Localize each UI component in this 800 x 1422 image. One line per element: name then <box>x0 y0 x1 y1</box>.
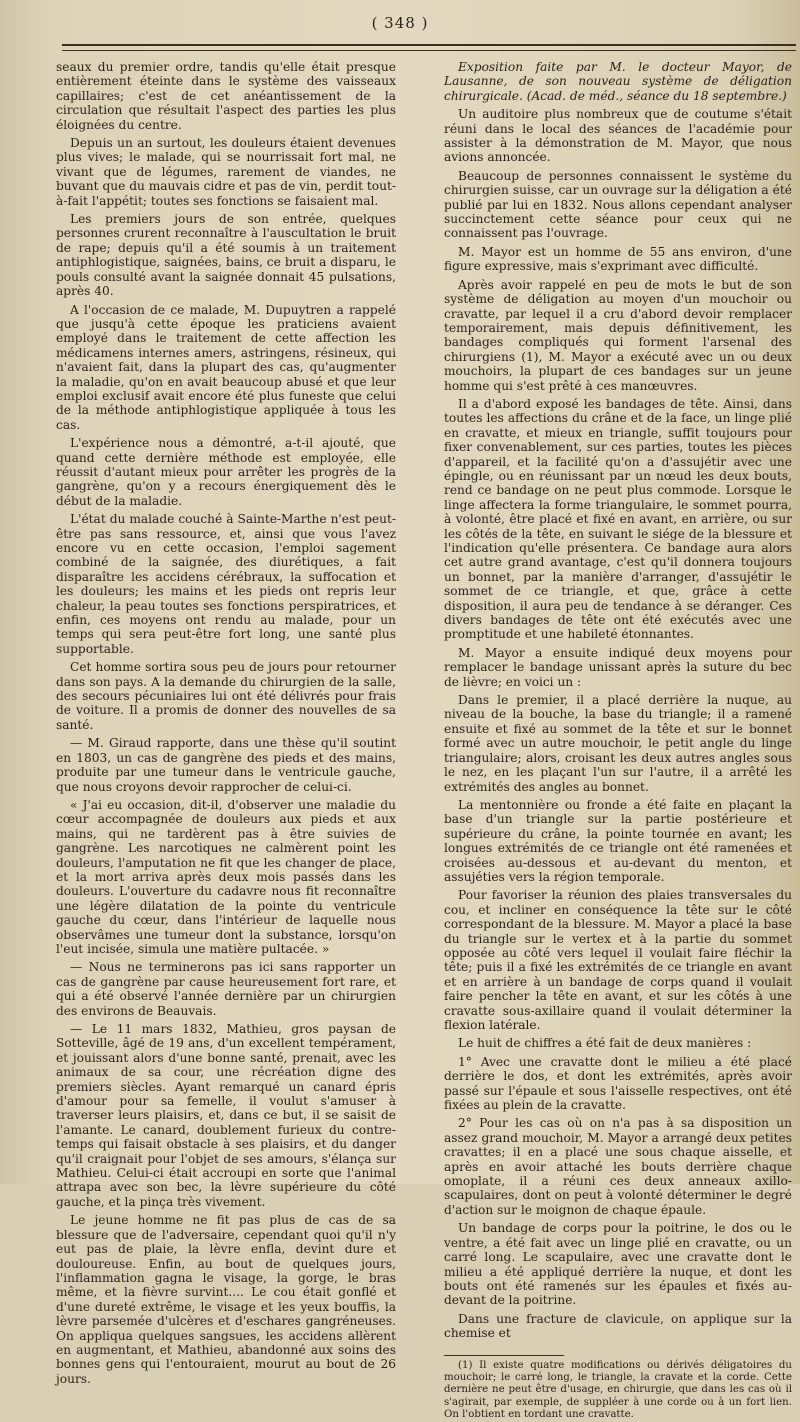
paragraph: A l'occasion de ce malade, M. Dupuytren a rappelé que jusqu'à cette époque les praticiens avaient employé dans le traitement de cette affection les médicamens internes amers, astringens, résineux, qui n'avaient fait, dans la plupart des cas, qu'augmenter la maladie, qu'on en avait beaucoup abusé et que leur emploi exclusif avait encore été plus funeste que celui de la méthode antiphlogistique appliquée à tous les cas. <box>56 302 396 432</box>
paragraph: 2° Pour les cas où on n'a pas à sa disposition un assez grand mouchoir, M. Mayor a arrangé deux petites cravattes; il en a placé une sous chaque aisselle, et après en avoir attaché les bouts derrière chaque omoplate, il a réuni ces deux anneaux axillo-scapulaires, dont on peut à volonté déterminer le degré d'action sur le moignon de chaque épaule. <box>444 1116 792 1217</box>
paragraph: M. Mayor est un homme de 55 ans environ, d'une figure expressive, mais s'exprimant avec difficulté. <box>444 244 792 274</box>
paragraph: — Le 11 mars 1832, Mathieu, gros paysan de Sotteville, âgé de 19 ans, d'un excellent tempérament, et jouissant alors d'une bonne santé, prenait, avec les animaux de sa cour, une récréation digne des premiers siècles. Ayant remarqué un canard épris d'amour pour sa femelle, il voulut s'amuser à traverser leurs plaisirs, et, dans ce but, il se saisit de l'amante. Le canard, doublement furieux du contre-temps qui faisait obstacle à ses plaisirs, et du danger qu'il craignait pour l'objet de ses amours, s'élança sur Mathieu. Celui-ci était accroupi en sorte que l'animal attrapa avec son bec, la lèvre supérieure du côté gauche, et la pinça très vivement. <box>56 1022 396 1209</box>
paragraph: Les premiers jours de son entrée, quelques personnes crurent reconnaître à l'auscultation le bruit de rape; depuis qu'il a été soumis à un traitement antiphlogistique, saignées, bains, ce bruit a disparu, le pouls consulté avant la saignée donnait 45 pulsations, après 40. <box>56 212 396 299</box>
page-number: ( 348 ) <box>371 14 429 32</box>
paragraph: Il a d'abord exposé les bandages de tête. Ainsi, dans toutes les affections du crâne et de la face, un linge plié en cravatte, et mieux en triangle, suffit toujours pour fixer convenablement, sur ces parties, toutes les pièces d'appareil, et la facilité qu'on a d'assujétir avec une épingle, ou en réunissant par un nœud les deux bouts, rend ce bandage on ne peut plus commode. Lorsque le linge affectera la forme triangulaire, le sommet pourra, à volonté, être placé et fixé en avant, en arrière, ou sur les côtés de la tête, en suivant le siége de la blessure et l'indication qu'elle présentera. Ce bandage aura alors cet autre grand avantage, c'est qu'il donnera toujours un bonnet, par la manière d'arranger, d'assujétir le sommet de ce triangle, et que, grâce à cette disposition, il aura peu de tendance à se déranger. Ces divers bandages de tête ont été exécutés avec une promptitude et une habileté étonnantes. <box>444 396 792 642</box>
paragraph: Un auditoire plus nombreux que de coutume s'était réuni dans le local des séances de l'académie pour assister à la démonstration de M. Mayor, que nous avions annoncée. <box>444 107 792 165</box>
right-column <box>444 60 792 1421</box>
paragraph: 1° Avec une cravatte dont le milieu a été placé derrière le dos, et dont les extrémités, après avoir passé sur l'épaule et sous l'aisselle respectives, ont été fixées au plein de la cravatte. <box>444 1054 792 1113</box>
paragraph: — M. Giraud rapporte, dans une thèse qu'il soutint en 1803, un cas de gangrène des pieds et des mains, produite par une tumeur dans le ventricule gauche, que nous croyons devoir rapprocher de celui-ci. <box>56 736 396 794</box>
paragraph: Depuis un an surtout, les douleurs étaient devenues plus vives; le malade, qui se nourrissait fort mal, ne vivant que de légumes, rarement de viandes, ne buvant que du mauvais cidre et pas de vin, perdit tout-à-fait l'appétit; toutes ses fonctions se faisaient mal. <box>56 136 396 208</box>
paragraph: Après avoir rappelé en peu de mots le but de son système de déligation au moyen d'un mouchoir ou cravatte, par lequel il a cru d'abord devoir remplacer temporairement, mais depuis définitivement, les bandages compliqués qui forment l'arsenal des chirurgiens (1), M. Mayor a exécuté avec un ou deux mouchoirs, la plupart de ces bandages sur un jeune homme qui s'est prêté à ces manœuvres. <box>444 277 792 393</box>
paragraph: « J'ai eu occasion, dit-il, d'observer une maladie du cœur accompagnée de douleurs aux pieds et aux mains, qui ne tardèrent pas à être suivies de gangrène. Les narcotiques ne calmèrent point les douleurs, l'amputation ne fit que les changer de place, et la mort arriva après deux mois passés dans les douleurs. L'ouverture du cadavre nous fit reconnaître une légère dilatation de la pointe du ventricule gauche du cœur, dans l'intérieur de laquelle nous observâmes une tumeur dont la substance, lorsqu'on l'eut incisée, simula une matière pultacée. » <box>56 797 396 956</box>
paragraph: La mentonnière ou fronde a été faite en plaçant la base d'un triangle sur la partie postérieure et supérieure du crâne, la pointe tournée en avant; les longues extrémités de ce triangle ont été ramenées et croisées au-dessous et au-devant du menton, et assujéties vers la région temporale. <box>444 797 792 884</box>
paragraph: M. Mayor a ensuite indiqué deux moyens pour remplacer le bandage unissant après la suture du bec de lièvre; en voici un : <box>444 645 792 689</box>
paragraph: Le jeune homme ne fit pas plus de cas de sa blessure que de l'adversaire, cependant quoi qu'il n'y eut pas de plaie, la lèvre enfla, devint dure et douloureuse. Enfin, au bout de quelques jours, l'inflammation gagna le visage, la gorge, le bras même, et la fièvre survint.... Le cou était gonflé et d'une dureté extrême, le visage et les yeux bouffis, la lèvre parsemée d'ulcères et d'eschares gangréneuses. On appliqua quelques sangsues, les accidens allèrent en augmentant, et Mathieu, abandonné aux soins des bonnes gens qui l'entouraient, mourut au bout de 26 jours. <box>56 1213 396 1386</box>
paragraph: Dans une fracture de clavicule, on applique sur la chemise et <box>444 1311 792 1341</box>
paragraph: Dans le premier, il a placé derrière la nuque, au niveau de la bouche, la base du triangle; il a ramené ensuite et fixé au sommet de la tête et sur le bonnet formé avec un autre mouchoir, le petit angle du linge triangulaire; alors, croisant les deux autres angles sous le nez, en les plaçant l'un sur l'autre, il a arrêté les extrémités des angles au bonnet. <box>444 693 792 794</box>
paragraph: Le huit de chiffres a été fait de deux manières : <box>458 1036 752 1051</box>
paragraph: Beaucoup de personnes connaissent le système du chirurgien suisse, car un ouvrage sur la déligation a été publié par lui en 1832. Nous allons cependant analyser succinctement cette séance pour ceux qui ne connaissent pas l'ouvrage. <box>444 168 792 241</box>
section-heading: Exposition faite par M. le docteur Mayor, de Lausanne, de son nouveau système de déligation chirurgicale. (Acad. de méd., séance du 18 septembre.) <box>444 60 792 103</box>
paragraph: L'état du malade couché à Sainte-Marthe n'est peut-être pas sans ressource, et, ainsi que vous l'avez encore vu en cette occasion, l'emploi sagement combiné de la saignée, des diurétiques, a fait disparaître les accidens cérébraux, la suffocation et les douleurs; les mains et les pieds ont repris leur chaleur, la peau toutes ses fonctions perspiratrices, et enfin, ces moyens ont rendu au malade, pour un temps qui sera peut-être fort long, une santé plus supportable. <box>56 512 396 656</box>
footnote-rule <box>444 1355 564 1356</box>
paragraph: Pour favoriser la réunion des plaies transversales du cou, et incliner en conséquence la tête sur le côté correspondant de la blessure. M. Mayor a placé la base du triangle sur le vertex et à la partie du sommet opposée au côté vers lequel il voulait faire fléchir la tête; puis il a fixé les extrémités de ce triangle en avant et en arrière à un bandage de corps quand il voulait faire pencher la tête en avant, et sur les côtés à une cravatte sous-axillaire quand il voulait déterminer la flexion latérale. <box>444 888 792 1032</box>
paragraph: L'expérience nous a démontré, a-t-il ajouté, que quand cette dernière méthode est employée, elle réussit d'autant mieux pour arrêter les progrès de la gangrène, qu'on y a recours énergiquement dès le début de la maladie. <box>56 436 396 508</box>
footnote: (1) Il existe quatre modifications ou dérivés déligatoires du mouchoir; le carré long, le triangle, la cravate et la corde. Cette dernière ne peut être d'usage, en chirurgie, que dans les cas où il s'agirait, par exemple, de suppléer à une corde ou à un fort lien. On l'obtient en tordant une cravatte. <box>444 1359 792 1421</box>
paragraph: — Nous ne terminerons pas ici sans rapporter un cas de gangrène par cause heureusement fort rare, et qui a été observé l'année dernière par un chirurgien des environs de Beauvais. <box>56 960 396 1018</box>
paragraph: seaux du premier ordre, tandis qu'elle était presque entièrement éteinte dans le système des vaisseaux capillaires; c'est de cet anéantissement de la circulation que résultait l'aspect des parties les plus éloignées du centre. <box>56 60 396 132</box>
header-rule <box>62 44 796 51</box>
paragraph: Cet homme sortira sous peu de jours pour retourner dans son pays. A la demande du chirurgien de la salle, des secours pécuniaires lui ont été délivrés pour frais de voiture. Il a promis de donner des nouvelles de sa santé. <box>56 660 396 732</box>
left-column <box>56 60 396 1386</box>
paragraph: Un bandage de corps pour la poitrine, le dos ou le ventre, a été fait avec un linge plié en cravatte, ou un carré long. Le scapulaire, avec une cravatte dont le milieu a été appliqué derrière la nuque, et dont les bouts ont été ramenés sur les épaules et fixés au-devant de la poitrine. <box>444 1221 792 1308</box>
